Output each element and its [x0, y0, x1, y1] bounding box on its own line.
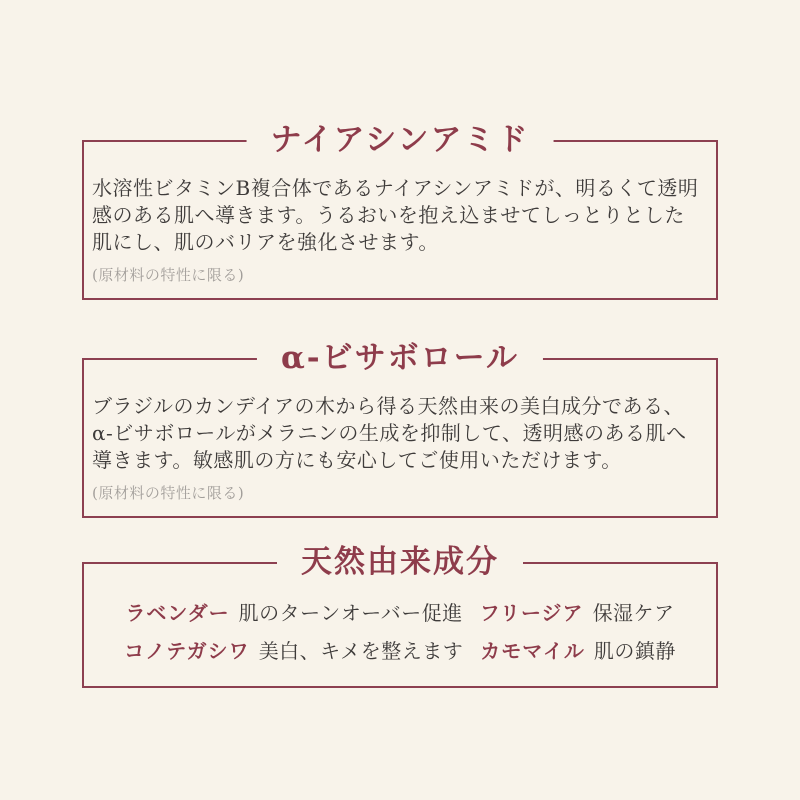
section-description — [84, 142, 716, 298]
ingredient-name: カモマイル — [480, 639, 585, 663]
ingredient-name: コノテガシワ — [124, 639, 250, 663]
description-line: 感のある肌へ導きます。うるおいを抱え込ませてしっとりとした — [92, 203, 685, 227]
description-line: 導きます。敏感肌の方にも安心してご使用いただけます。 — [92, 448, 622, 472]
disclaimer-note: (原材料の特性に限る) — [92, 484, 245, 502]
section-bisabolol — [82, 340, 718, 518]
description-line: 肌にし、肌のバリアを強化させます。 — [92, 230, 439, 254]
section-natural-ingredients — [82, 544, 718, 688]
section-title-natural-ingredients: 天然由来成分 — [277, 543, 523, 582]
section-description — [84, 360, 716, 516]
disclaimer-note: (原材料の特性に限る) — [92, 266, 245, 284]
section-title-niacinamide: ナイアシンアミド — [247, 121, 554, 160]
description-line: ブラジルのカンデイアの木から得る天然由来の美白成分である、 — [92, 394, 684, 418]
ingredient-benefit: 保湿ケア — [592, 601, 675, 625]
description-line: 水溶性ビタミンB複合体であるナイアシンアミドが、明るくて透明 — [92, 176, 699, 200]
ingredient-benefit: 美白、キメを整えます — [258, 639, 464, 663]
description-line: α-ビサボロールがメラニンの生成を抑制して、透明感のある肌へ — [92, 421, 687, 445]
section-title-bisabolol: α-ビサボロール — [257, 339, 543, 378]
ingredient-list — [84, 564, 716, 686]
ingredient-benefit: 肌の鎮静 — [593, 639, 676, 663]
ingredient-row — [124, 638, 676, 665]
ingredient-row — [125, 600, 674, 627]
ingredient-benefit: 肌のターンオーバー促進 — [238, 601, 463, 625]
ingredient-name: ラベンダー — [125, 601, 230, 625]
section-niacinamide — [82, 122, 718, 300]
ingredient-name: フリージア — [479, 601, 584, 625]
